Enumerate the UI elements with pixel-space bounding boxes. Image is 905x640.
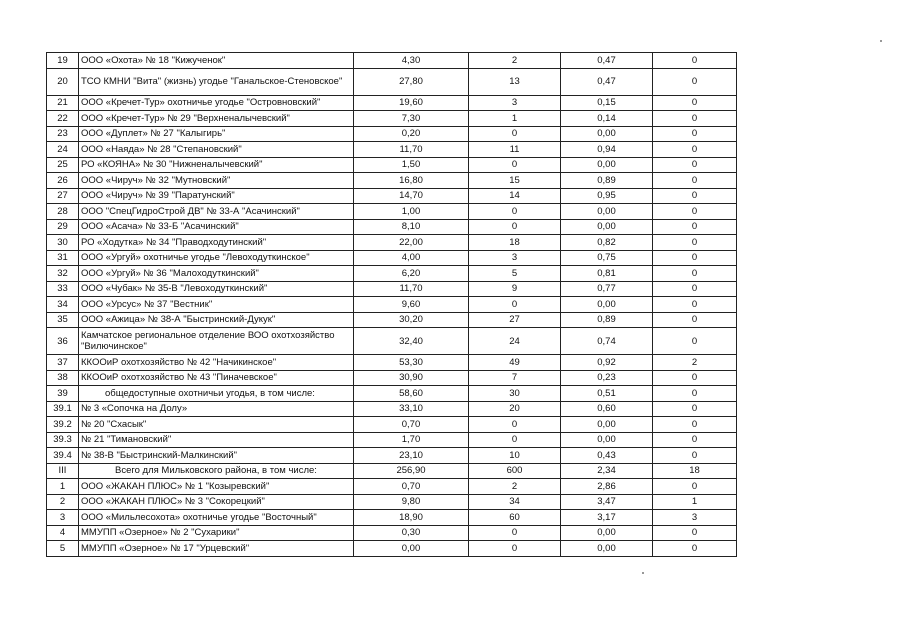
quota-value-cell: 0 bbox=[653, 312, 737, 328]
quota-value-cell: 0 bbox=[653, 266, 737, 282]
table-row bbox=[47, 204, 737, 220]
count-value-cell: 0 bbox=[469, 297, 561, 313]
row-number-cell: 37 bbox=[47, 355, 79, 371]
density-value-cell: 0,89 bbox=[561, 312, 653, 328]
row-number-cell: 35 bbox=[47, 312, 79, 328]
table-row bbox=[47, 370, 737, 386]
quota-value-cell: 0 bbox=[653, 479, 737, 495]
row-name-cell: РО «КОЯНА» № 30 "Нижненалычевский" bbox=[79, 157, 354, 173]
density-value-cell: 0,00 bbox=[561, 432, 653, 448]
row-number-cell: 2 bbox=[47, 494, 79, 510]
table-row bbox=[47, 266, 737, 282]
count-value-cell: 2 bbox=[469, 479, 561, 495]
area-value-cell: 11,70 bbox=[354, 142, 469, 158]
count-value-cell: 0 bbox=[469, 525, 561, 541]
count-value-cell: 3 bbox=[469, 250, 561, 266]
density-value-cell: 2,34 bbox=[561, 463, 653, 479]
density-value-cell: 0,00 bbox=[561, 297, 653, 313]
quota-value-cell: 0 bbox=[653, 250, 737, 266]
quota-value-cell: 0 bbox=[653, 111, 737, 127]
table-row bbox=[47, 448, 737, 464]
table-row bbox=[47, 188, 737, 204]
row-name-cell: ООО «Кречет-Тур» охотничье угодье "Островновский" bbox=[79, 95, 354, 111]
density-value-cell: 0,75 bbox=[561, 250, 653, 266]
table-row bbox=[47, 463, 737, 479]
table-row bbox=[47, 510, 737, 526]
count-value-cell: 3 bbox=[469, 95, 561, 111]
row-name-cell: ООО «Чубак» № 35-В "Левоходуткинский" bbox=[79, 281, 354, 297]
count-value-cell: 20 bbox=[469, 401, 561, 417]
quota-value-cell: 0 bbox=[653, 297, 737, 313]
row-name-cell: Камчатское региональное отделение ВОО охотхозяйство "Вилючинское" bbox=[79, 328, 354, 355]
table-row bbox=[47, 68, 737, 95]
scan-speck bbox=[642, 572, 644, 574]
table-row bbox=[47, 126, 737, 142]
density-value-cell: 0,60 bbox=[561, 401, 653, 417]
row-name-cell: ООО «Урсус» № 37 "Вестник" bbox=[79, 297, 354, 313]
count-value-cell: 13 bbox=[469, 68, 561, 95]
count-value-cell: 30 bbox=[469, 386, 561, 402]
density-value-cell: 3,47 bbox=[561, 494, 653, 510]
row-number-cell: 5 bbox=[47, 541, 79, 557]
scan-speck bbox=[880, 40, 882, 42]
table-row bbox=[47, 525, 737, 541]
table-row bbox=[47, 297, 737, 313]
table-row bbox=[47, 355, 737, 371]
row-name-cell: ООО «Ургуй» № 36 "Малоходуткинский" bbox=[79, 266, 354, 282]
count-value-cell: 0 bbox=[469, 417, 561, 433]
density-value-cell: 0,47 bbox=[561, 53, 653, 69]
area-value-cell: 4,30 bbox=[354, 53, 469, 69]
quota-value-cell: 0 bbox=[653, 386, 737, 402]
row-name-cell: № 20 "Схасык" bbox=[79, 417, 354, 433]
row-name-cell: ООО «Кречет-Тур» № 29 "Верхненалычевский" bbox=[79, 111, 354, 127]
count-value-cell: 0 bbox=[469, 541, 561, 557]
row-number-cell: 36 bbox=[47, 328, 79, 355]
area-value-cell: 0,70 bbox=[354, 417, 469, 433]
row-name-cell: ООО «Наяда» № 28 "Степановский" bbox=[79, 142, 354, 158]
quota-value-cell: 0 bbox=[653, 328, 737, 355]
count-value-cell: 34 bbox=[469, 494, 561, 510]
area-value-cell: 14,70 bbox=[354, 188, 469, 204]
count-value-cell: 1 bbox=[469, 111, 561, 127]
area-value-cell: 16,80 bbox=[354, 173, 469, 189]
density-value-cell: 0,23 bbox=[561, 370, 653, 386]
area-value-cell: 58,60 bbox=[354, 386, 469, 402]
quota-value-cell: 0 bbox=[653, 157, 737, 173]
row-name-cell: ООО «ЖАКАН ПЛЮС» № 1 "Козыревский" bbox=[79, 479, 354, 495]
count-value-cell: 49 bbox=[469, 355, 561, 371]
density-value-cell: 0,92 bbox=[561, 355, 653, 371]
quota-value-cell: 0 bbox=[653, 95, 737, 111]
table-row bbox=[47, 157, 737, 173]
row-name-cell: ООО «ЖАКАН ПЛЮС» № 3 "Сокорецкий" bbox=[79, 494, 354, 510]
row-number-cell: 20 bbox=[47, 68, 79, 95]
density-value-cell: 0,00 bbox=[561, 204, 653, 220]
density-value-cell: 0,89 bbox=[561, 173, 653, 189]
density-value-cell: 0,77 bbox=[561, 281, 653, 297]
area-value-cell: 4,00 bbox=[354, 250, 469, 266]
quota-value-cell: 2 bbox=[653, 355, 737, 371]
row-number-cell: 26 bbox=[47, 173, 79, 189]
area-value-cell: 32,40 bbox=[354, 328, 469, 355]
table-row bbox=[47, 312, 737, 328]
row-name-cell: № 38-В "Быстринский-Малкинский" bbox=[79, 448, 354, 464]
count-value-cell: 5 bbox=[469, 266, 561, 282]
quota-value-cell: 0 bbox=[653, 432, 737, 448]
area-value-cell: 0,70 bbox=[354, 479, 469, 495]
row-number-cell: 33 bbox=[47, 281, 79, 297]
quota-value-cell: 0 bbox=[653, 281, 737, 297]
row-name-cell: ООО «Дуплет» № 27 "Калыгирь" bbox=[79, 126, 354, 142]
table-row bbox=[47, 173, 737, 189]
area-value-cell: 1,00 bbox=[354, 204, 469, 220]
row-name-cell: общедоступные охотничьи угодья, в том числе: bbox=[79, 386, 354, 402]
quota-value-cell: 0 bbox=[653, 126, 737, 142]
count-value-cell: 27 bbox=[469, 312, 561, 328]
table-row bbox=[47, 250, 737, 266]
area-value-cell: 0,30 bbox=[354, 525, 469, 541]
density-value-cell: 0,74 bbox=[561, 328, 653, 355]
document-sheet bbox=[46, 52, 736, 557]
area-value-cell: 53,30 bbox=[354, 355, 469, 371]
table-row bbox=[47, 281, 737, 297]
row-number-cell: III bbox=[47, 463, 79, 479]
area-value-cell: 8,10 bbox=[354, 219, 469, 235]
row-number-cell: 21 bbox=[47, 95, 79, 111]
row-number-cell: 22 bbox=[47, 111, 79, 127]
row-number-cell: 39 bbox=[47, 386, 79, 402]
row-number-cell: 29 bbox=[47, 219, 79, 235]
quota-value-cell: 0 bbox=[653, 370, 737, 386]
table-row bbox=[47, 53, 737, 69]
row-name-cell: ООО "СпецГидроСтрой ДВ" № 33-А "Асачинский" bbox=[79, 204, 354, 220]
count-value-cell: 0 bbox=[469, 126, 561, 142]
density-value-cell: 3,17 bbox=[561, 510, 653, 526]
quota-value-cell: 0 bbox=[653, 235, 737, 251]
count-value-cell: 0 bbox=[469, 204, 561, 220]
row-number-cell: 30 bbox=[47, 235, 79, 251]
row-name-cell: № 3 «Сопочка на Долу» bbox=[79, 401, 354, 417]
row-number-cell: 28 bbox=[47, 204, 79, 220]
table-row bbox=[47, 235, 737, 251]
row-number-cell: 31 bbox=[47, 250, 79, 266]
count-value-cell: 60 bbox=[469, 510, 561, 526]
count-value-cell: 9 bbox=[469, 281, 561, 297]
row-number-cell: 38 bbox=[47, 370, 79, 386]
area-value-cell: 0,20 bbox=[354, 126, 469, 142]
area-value-cell: 33,10 bbox=[354, 401, 469, 417]
area-value-cell: 7,30 bbox=[354, 111, 469, 127]
table-body bbox=[47, 53, 737, 557]
area-value-cell: 1,50 bbox=[354, 157, 469, 173]
table-row bbox=[47, 401, 737, 417]
table-row bbox=[47, 479, 737, 495]
row-name-cell: ММУПП «Озерное» № 2 "Сухарики" bbox=[79, 525, 354, 541]
row-name-cell: ККООиР охотхозяйство № 43 "Пиначевское" bbox=[79, 370, 354, 386]
count-value-cell: 14 bbox=[469, 188, 561, 204]
density-value-cell: 0,43 bbox=[561, 448, 653, 464]
row-number-cell: 39.1 bbox=[47, 401, 79, 417]
density-value-cell: 0,47 bbox=[561, 68, 653, 95]
row-number-cell: 23 bbox=[47, 126, 79, 142]
count-value-cell: 7 bbox=[469, 370, 561, 386]
density-value-cell: 0,51 bbox=[561, 386, 653, 402]
quota-value-cell: 0 bbox=[653, 219, 737, 235]
row-name-cell: ООО «Ургуй» охотничье угодье "Левоходуткинское" bbox=[79, 250, 354, 266]
row-number-cell: 4 bbox=[47, 525, 79, 541]
row-number-cell: 39.2 bbox=[47, 417, 79, 433]
row-name-cell: № 21 "Тимановский" bbox=[79, 432, 354, 448]
density-value-cell: 0,00 bbox=[561, 219, 653, 235]
area-value-cell: 27,80 bbox=[354, 68, 469, 95]
quota-value-cell: 0 bbox=[653, 188, 737, 204]
row-name-cell: Всего для Мильковского района, в том числе: bbox=[79, 463, 354, 479]
area-value-cell: 256,90 bbox=[354, 463, 469, 479]
table-row bbox=[47, 95, 737, 111]
count-value-cell: 2 bbox=[469, 53, 561, 69]
density-value-cell: 0,14 bbox=[561, 111, 653, 127]
density-value-cell: 0,00 bbox=[561, 126, 653, 142]
table-row bbox=[47, 142, 737, 158]
area-value-cell: 11,70 bbox=[354, 281, 469, 297]
quota-value-cell: 18 bbox=[653, 463, 737, 479]
area-value-cell: 30,90 bbox=[354, 370, 469, 386]
row-number-cell: 1 bbox=[47, 479, 79, 495]
table-row bbox=[47, 494, 737, 510]
row-name-cell: ООО «Асача» № 33-Б "Асачинский" bbox=[79, 219, 354, 235]
count-value-cell: 0 bbox=[469, 432, 561, 448]
count-value-cell: 600 bbox=[469, 463, 561, 479]
quota-value-cell: 0 bbox=[653, 68, 737, 95]
table-row bbox=[47, 111, 737, 127]
row-number-cell: 19 bbox=[47, 53, 79, 69]
row-name-cell: ООО «Чируч» № 32 "Мутновский" bbox=[79, 173, 354, 189]
density-value-cell: 0,15 bbox=[561, 95, 653, 111]
row-name-cell: ММУПП «Озерное» № 17 "Урцевский" bbox=[79, 541, 354, 557]
count-value-cell: 15 bbox=[469, 173, 561, 189]
row-name-cell: ООО «Охота» № 18 "Кижученок" bbox=[79, 53, 354, 69]
quota-value-cell: 0 bbox=[653, 173, 737, 189]
density-value-cell: 0,82 bbox=[561, 235, 653, 251]
table-row bbox=[47, 417, 737, 433]
row-name-cell: ООО «Мильлесохота» охотничье угодье "Восточный" bbox=[79, 510, 354, 526]
row-number-cell: 34 bbox=[47, 297, 79, 313]
density-value-cell: 2,86 bbox=[561, 479, 653, 495]
count-value-cell: 24 bbox=[469, 328, 561, 355]
quota-value-cell: 0 bbox=[653, 417, 737, 433]
density-value-cell: 0,00 bbox=[561, 157, 653, 173]
density-value-cell: 0,81 bbox=[561, 266, 653, 282]
table-row bbox=[47, 328, 737, 355]
quota-value-cell: 0 bbox=[653, 204, 737, 220]
count-value-cell: 10 bbox=[469, 448, 561, 464]
area-value-cell: 18,90 bbox=[354, 510, 469, 526]
quota-value-cell: 0 bbox=[653, 53, 737, 69]
row-number-cell: 3 bbox=[47, 510, 79, 526]
area-value-cell: 23,10 bbox=[354, 448, 469, 464]
row-number-cell: 25 bbox=[47, 157, 79, 173]
area-value-cell: 0,00 bbox=[354, 541, 469, 557]
area-value-cell: 1,70 bbox=[354, 432, 469, 448]
count-value-cell: 0 bbox=[469, 157, 561, 173]
quota-value-cell: 0 bbox=[653, 142, 737, 158]
area-value-cell: 22,00 bbox=[354, 235, 469, 251]
row-number-cell: 32 bbox=[47, 266, 79, 282]
area-value-cell: 9,60 bbox=[354, 297, 469, 313]
count-value-cell: 18 bbox=[469, 235, 561, 251]
row-number-cell: 24 bbox=[47, 142, 79, 158]
table-row bbox=[47, 432, 737, 448]
quota-value-cell: 0 bbox=[653, 401, 737, 417]
table-row bbox=[47, 386, 737, 402]
count-value-cell: 11 bbox=[469, 142, 561, 158]
count-value-cell: 0 bbox=[469, 219, 561, 235]
density-value-cell: 0,94 bbox=[561, 142, 653, 158]
quota-value-cell: 0 bbox=[653, 541, 737, 557]
row-number-cell: 27 bbox=[47, 188, 79, 204]
area-value-cell: 9,80 bbox=[354, 494, 469, 510]
table-row bbox=[47, 541, 737, 557]
row-name-cell: РО «Ходутка» № 34 "Праводходутинский" bbox=[79, 235, 354, 251]
area-value-cell: 30,20 bbox=[354, 312, 469, 328]
density-value-cell: 0,00 bbox=[561, 541, 653, 557]
quota-value-cell: 0 bbox=[653, 525, 737, 541]
density-value-cell: 0,00 bbox=[561, 525, 653, 541]
density-value-cell: 0,95 bbox=[561, 188, 653, 204]
hunting-grounds-table bbox=[46, 52, 737, 557]
quota-value-cell: 1 bbox=[653, 494, 737, 510]
row-name-cell: ККООиР охотхозяйство № 42 "Начикинское" bbox=[79, 355, 354, 371]
area-value-cell: 19,60 bbox=[354, 95, 469, 111]
row-number-cell: 39.4 bbox=[47, 448, 79, 464]
density-value-cell: 0,00 bbox=[561, 417, 653, 433]
area-value-cell: 6,20 bbox=[354, 266, 469, 282]
row-number-cell: 39.3 bbox=[47, 432, 79, 448]
quota-value-cell: 0 bbox=[653, 448, 737, 464]
row-name-cell: ТСО КМНИ "Вита" (жизнь) угодье "Ганальское-Стеновское" bbox=[79, 68, 354, 95]
quota-value-cell: 3 bbox=[653, 510, 737, 526]
row-name-cell: ООО «Чируч» № 39 "Паратунский" bbox=[79, 188, 354, 204]
table-row bbox=[47, 219, 737, 235]
row-name-cell: ООО «Ажица» № 38-А "Быстринский-Дукук" bbox=[79, 312, 354, 328]
